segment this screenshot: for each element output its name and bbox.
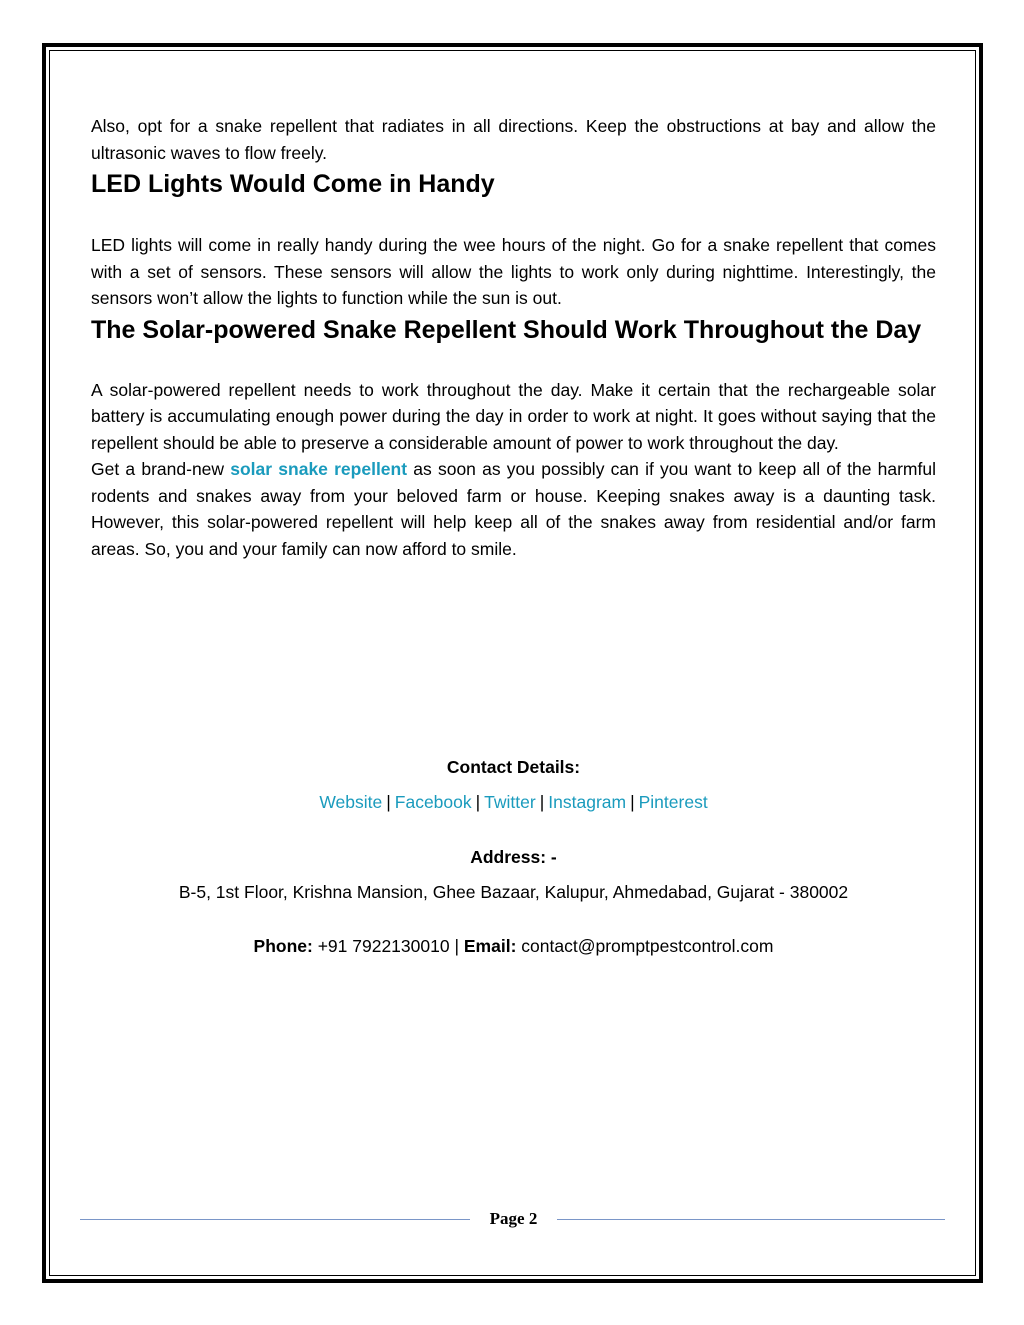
email-address: contact@promptpestcontrol.com	[516, 936, 774, 956]
facebook-link[interactable]: Facebook	[394, 792, 472, 812]
document-body	[91, 113, 936, 562]
separator: |	[386, 792, 391, 812]
section-heading-led-lights: LED Lights Would Come in Handy	[91, 170, 495, 198]
separator: |	[475, 792, 481, 812]
solar-snake-repellent-link[interactable]: solar snake repellent	[230, 459, 408, 479]
section-heading-solar-powered: The Solar-powered Snake Repellent Should Work Throughout the Day	[91, 315, 922, 344]
separator: |	[454, 936, 459, 956]
phone-label: Phone:	[253, 936, 313, 956]
website-link[interactable]: Website	[319, 792, 383, 812]
separator: |	[630, 792, 635, 812]
social-links-row	[91, 792, 936, 813]
twitter-link[interactable]: Twitter	[484, 792, 536, 812]
section-paragraph-solar-powered: A solar-powered repellent needs to work throughout the day. Make it certain that the rechargeable solar battery is accumulating enough power during the day in order to work at night. It goes without saying that the repellent should be able to preserve a considerable amount of power to work throughout the day.	[91, 379, 936, 453]
phone-number: +91 7922130010	[312, 936, 455, 956]
address-title: Address: -	[470, 847, 557, 867]
instagram-link[interactable]: Instagram	[548, 792, 627, 812]
separator: |	[539, 792, 545, 812]
address-text: B-5, 1st Floor, Krishna Mansion, Ghee Bazaar, Kalupur, Ahmedabad, Gujarat - 380002	[178, 882, 849, 902]
page-number: Page 2	[489, 1209, 538, 1228]
footer-rule-right	[557, 1219, 945, 1220]
phone-email-line	[91, 936, 936, 957]
section-paragraph-led-lights: LED lights will come in really handy during the wee hours of the night. Go for a snake repellent that comes with a set of sensors. These sensors will allow the lights to work only during nighttime. Interestingly, the sensors won’t allow the lights to function while the sun is out.	[91, 235, 936, 308]
closing-paragraph	[91, 456, 936, 562]
email-label: Email:	[463, 936, 517, 956]
contact-details-title: Contact Details:	[446, 757, 581, 777]
pinterest-link[interactable]: Pinterest	[638, 792, 708, 812]
intro-paragraph: Also, opt for a snake repellent that radiates in all directions. Keep the obstructions at bay and allow the ultrasonic waves to flow freely.	[91, 116, 936, 163]
closing-text-after-link: as soon as you possibly can if you want to keep all of the harmful rodents and snakes away from your beloved farm or house. Keeping snakes away is a daunting task. However, this solar-powered repellent will help keep all of the snakes away from residential and/or farm areas. So, you and your family can now afford to smile.	[91, 459, 936, 559]
footer-rule-left	[80, 1219, 470, 1220]
closing-text-before-link: Get a brand-new	[91, 459, 231, 479]
